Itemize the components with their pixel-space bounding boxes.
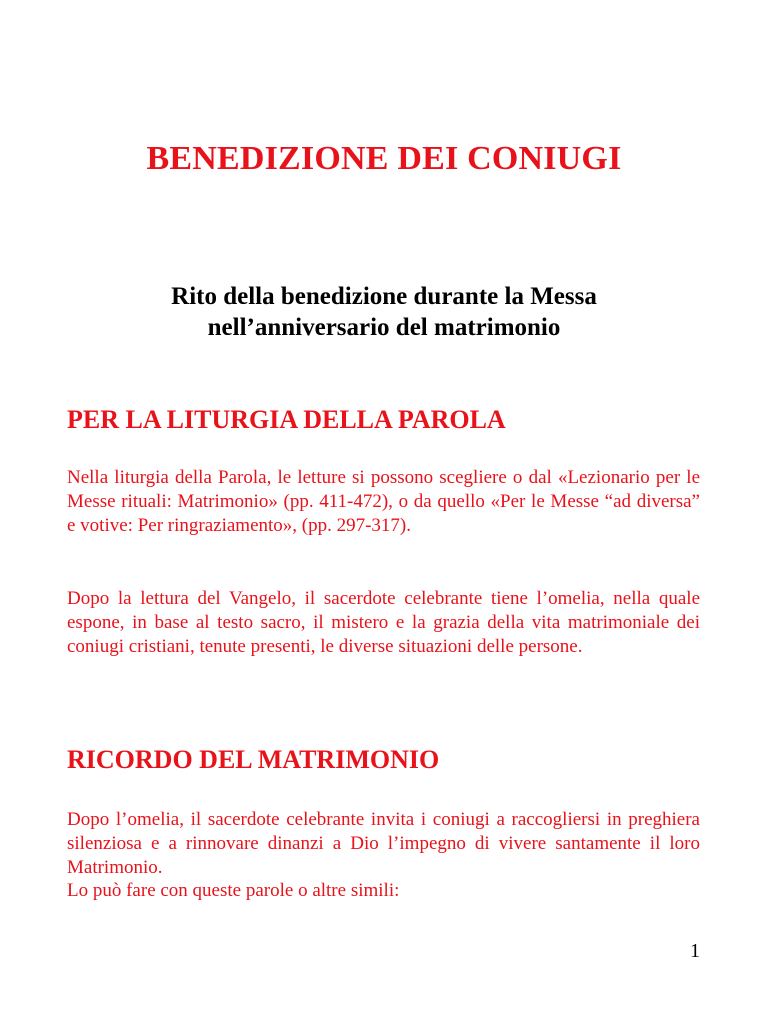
paragraph-omelia: Dopo la lettura del Vangelo, il sacerdote celebrante tiene l’omelia, nella quale espone, in base al testo sacro, il mistero e la grazia della vita matrimoniale dei coniugi cristiani, tenute presenti, le diverse situazioni delle persone. — [67, 588, 700, 657]
subtitle-line-1: Rito della benedizione durante la Messa — [171, 283, 597, 310]
section-heading-ricordo: RICORDO DEL MATRIMONIO — [67, 745, 440, 774]
paragraph-invito: Dopo l’omelia, il sacerdote celebrante invita i coniugi a raccogliersi in preghiera silenziosa e a rinnovare dinanzi a Dio l’impegno di vivere santamente il loro Matrimonio. — [67, 809, 700, 878]
paragraph-parole: Lo può fare con queste parole o altre simili: — [67, 880, 400, 901]
document-subtitle — [0, 281, 768, 343]
subtitle-line-2: nell’anniversario del matrimonio — [207, 314, 561, 341]
paragraph-letture: Nella liturgia della Parola, le letture si possono scegliere o dal «Lezionario per le Messe rituali: Matrimonio» (pp. 411-472), o da quello «Per le Messe “ad diversa” e votive: Per ringraziamento», (pp. 297-317). — [67, 467, 700, 536]
document-title: BENEDIZIONE DEI CONIUGI — [146, 140, 622, 177]
page-number: 1 — [690, 940, 700, 962]
section-heading-liturgia: PER LA LITURGIA DELLA PAROLA — [67, 405, 506, 434]
